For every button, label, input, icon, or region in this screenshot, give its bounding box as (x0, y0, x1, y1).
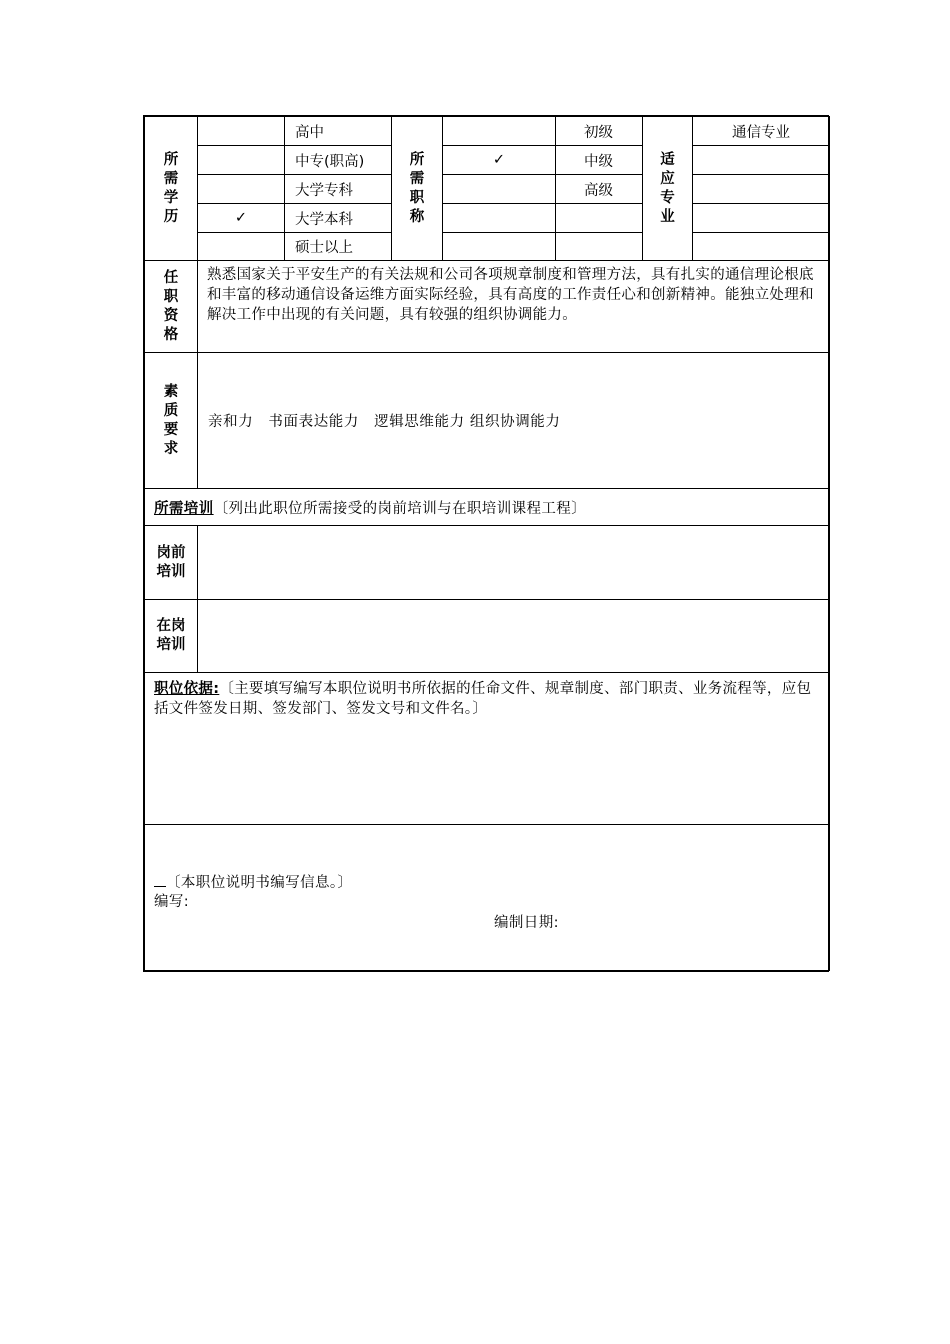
job-description-form (143, 115, 829, 972)
title-mark-cell[interactable] (443, 175, 556, 204)
compile-info-text: 〔本职位说明书编写信息。〕 (166, 875, 353, 891)
quality-label: 素 质 要 求 (145, 353, 198, 489)
writer-label: 编写: (154, 894, 190, 910)
education-mark-cell[interactable] (198, 117, 285, 146)
title-option: 初级 (556, 117, 643, 146)
title-option: 中级 (556, 146, 643, 175)
title-mark-cell[interactable] (443, 233, 556, 261)
on-training-label: 在岗 培训 (145, 600, 198, 673)
pre-training-label: 岗前 培训 (145, 526, 198, 600)
qualification-label: 任 职 资 格 (145, 261, 198, 353)
basis-text: 〔主要填写编写本职位说明书所依据的任命文件、规章制度、部门职责、业务流程等，应包括文件签发日期、签发部门、签发文号和文件名。〕 (154, 681, 812, 717)
education-option: 高中 (285, 117, 392, 146)
basis-row (145, 673, 830, 825)
education-mark-cell[interactable] (198, 146, 285, 175)
education-row (145, 233, 830, 261)
on-training-text[interactable] (198, 600, 830, 673)
quality-text: 亲和力 书面表达能力 逻辑思维能力 组织协调能力 (198, 353, 830, 489)
qualification-text: 熟悉国家关于平安生产的有关法规和公司各项规章制度和管理方法，具有扎实的通信理论根底和丰富的移动通信设备运维方面实际经验，具有高度的工作责任心和创新精神。能独立处理和解决工作中出现的有关问题，具有较强的组织协调能力。 (198, 261, 830, 353)
education-row (145, 204, 830, 233)
education-mark-cell[interactable]: ✓ (198, 204, 285, 233)
title-option (556, 204, 643, 233)
pre-training-row (145, 526, 830, 600)
training-note: 〔列出此职位所需接受的岗前培训与在职培训课程工程〕 (213, 500, 587, 517)
qualification-row (145, 261, 830, 353)
title-option (556, 233, 643, 261)
training-heading-row (145, 489, 830, 526)
education-mark-cell[interactable] (198, 233, 285, 261)
major-option (693, 146, 830, 175)
education-option: 中专(职高) (285, 146, 392, 175)
education-option: 大学本科 (285, 204, 392, 233)
compile-cell (145, 825, 830, 971)
compile-date: 编制日期: (494, 915, 559, 931)
quality-row (145, 353, 830, 489)
education-option: 硕士以上 (285, 233, 392, 261)
on-training-row (145, 600, 830, 673)
major-option (693, 233, 830, 261)
education-label: 所 需 学 历 (145, 117, 198, 261)
education-option: 大学专科 (285, 175, 392, 204)
title-mark-cell[interactable]: ✓ (443, 146, 556, 175)
education-row (145, 146, 830, 175)
pre-training-text[interactable] (198, 526, 830, 600)
major-option: 通信专业 (693, 117, 830, 146)
title-mark-cell[interactable] (443, 117, 556, 146)
education-mark-cell[interactable] (198, 175, 285, 204)
title-option: 高级 (556, 175, 643, 204)
title-label: 所 需 职 称 (392, 117, 443, 261)
basis-cell (145, 673, 830, 825)
major-label: 适 应 专 业 (643, 117, 693, 261)
compile-info (154, 872, 352, 912)
title-mark-cell[interactable] (443, 204, 556, 233)
form-table (144, 116, 830, 971)
basis-heading: 职位依据: (154, 681, 220, 697)
education-row (145, 117, 830, 146)
major-option (693, 204, 830, 233)
education-row (145, 175, 830, 204)
training-heading: 所需培训 (154, 500, 214, 517)
blank-underline (154, 872, 166, 887)
major-option (693, 175, 830, 204)
compile-row (145, 825, 830, 971)
training-heading-cell (145, 489, 830, 526)
